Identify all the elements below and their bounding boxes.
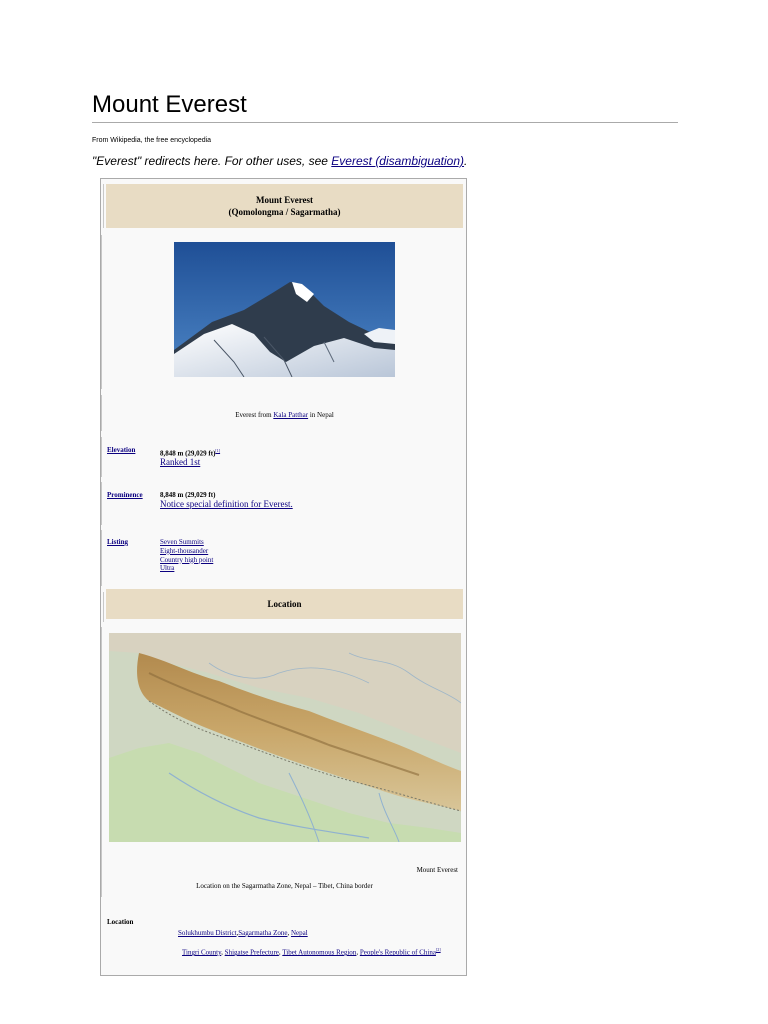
location-header-band — [106, 589, 463, 619]
elevation-label[interactable] — [107, 446, 135, 454]
row-bar — [101, 437, 102, 477]
infobox-alt-name: (Qomolongma / Sagarmatha) — [228, 207, 341, 217]
infobox — [100, 178, 467, 976]
location-header: Location — [267, 599, 302, 609]
location-label: Location — [107, 918, 134, 926]
kala-patthar-link[interactable]: Kala Patthar — [273, 411, 309, 419]
disambiguation-link[interactable]: Everest (disambiguation) — [331, 154, 465, 168]
photo-caption-prefix: Everest from — [235, 411, 274, 419]
hatnote-prefix: "Everest" redirects here. For other uses, see — [92, 154, 332, 168]
listing-item-ultra[interactable]: Ultra — [160, 564, 175, 573]
listing-item-eight-thousander[interactable]: Eight-thousander — [160, 546, 209, 555]
everest-photo[interactable] — [174, 242, 395, 377]
row-bar — [103, 184, 104, 228]
prominence-link[interactable]: Prominence — [107, 491, 143, 499]
location-map[interactable] — [109, 633, 461, 842]
row-bar — [101, 530, 102, 586]
location-china: Tingri County, Shigatse Prefecture, Tibet Autonomous Region, People's Republic of China[2] — [182, 947, 441, 957]
ranked-1st-link[interactable]: Ranked 1st — [160, 457, 201, 468]
page-title: Mount Everest — [92, 91, 247, 118]
sagarmatha-zone-link[interactable]: Sagarmatha Zone — [238, 929, 288, 937]
solukhumbu-district-link[interactable]: Solukhumbu District — [178, 929, 237, 937]
elevation-ref[interactable]: [1] — [215, 448, 221, 453]
shigatse-prefecture-link[interactable]: Shigatse Prefecture — [224, 948, 279, 957]
infobox-title-band — [106, 184, 463, 228]
nepal-link[interactable]: Nepal — [290, 929, 308, 937]
listing-link[interactable]: Listing — [107, 538, 129, 546]
row-bar — [103, 592, 104, 622]
tibet-autonomous-region-link[interactable]: Tibet Autonomous Region — [282, 948, 357, 957]
from-wikipedia-text: From Wikipedia, the free encyclopedia — [92, 137, 212, 144]
elevation-value: 8,848 m (29,029 ft) — [160, 449, 216, 458]
elevation-link[interactable]: Elevation — [107, 446, 136, 454]
hatnote-suffix: . — [464, 154, 468, 168]
location-nepal: Solukhumbu District,Sagarmatha Zone, Nepal — [178, 929, 308, 937]
photo-caption — [101, 411, 468, 419]
listing-values — [160, 538, 213, 573]
map-marker-label: Mount Everest — [416, 866, 458, 874]
hatnote — [92, 154, 467, 168]
title-divider — [92, 122, 678, 123]
listing-item-seven-summits[interactable]: Seven Summits — [160, 538, 204, 546]
elevation-value-cell — [160, 446, 220, 468]
prc-link[interactable]: People's Republic of China — [359, 948, 436, 957]
row-bar — [101, 482, 102, 525]
prominence-note-link[interactable]: Notice special definition for Everest. — [160, 499, 293, 509]
prominence-label[interactable] — [107, 491, 143, 499]
infobox-title: Mount Everest — [255, 195, 314, 205]
photo-caption-suffix: in Nepal — [308, 411, 334, 419]
row-bar — [101, 235, 102, 389]
prominence-value-cell — [160, 491, 293, 510]
listing-item-country-high-point[interactable]: Country high point — [160, 555, 214, 564]
china-ref[interactable]: [2] — [435, 947, 441, 952]
listing-label[interactable] — [107, 538, 128, 546]
prominence-value: 8,848 m (29,029 ft) — [160, 491, 216, 499]
map-caption: Location on the Sagarmatha Zone, Nepal – Tibet, China border — [196, 882, 373, 890]
tingri-county-link[interactable]: Tingri County — [182, 948, 222, 957]
row-bar — [101, 627, 102, 897]
